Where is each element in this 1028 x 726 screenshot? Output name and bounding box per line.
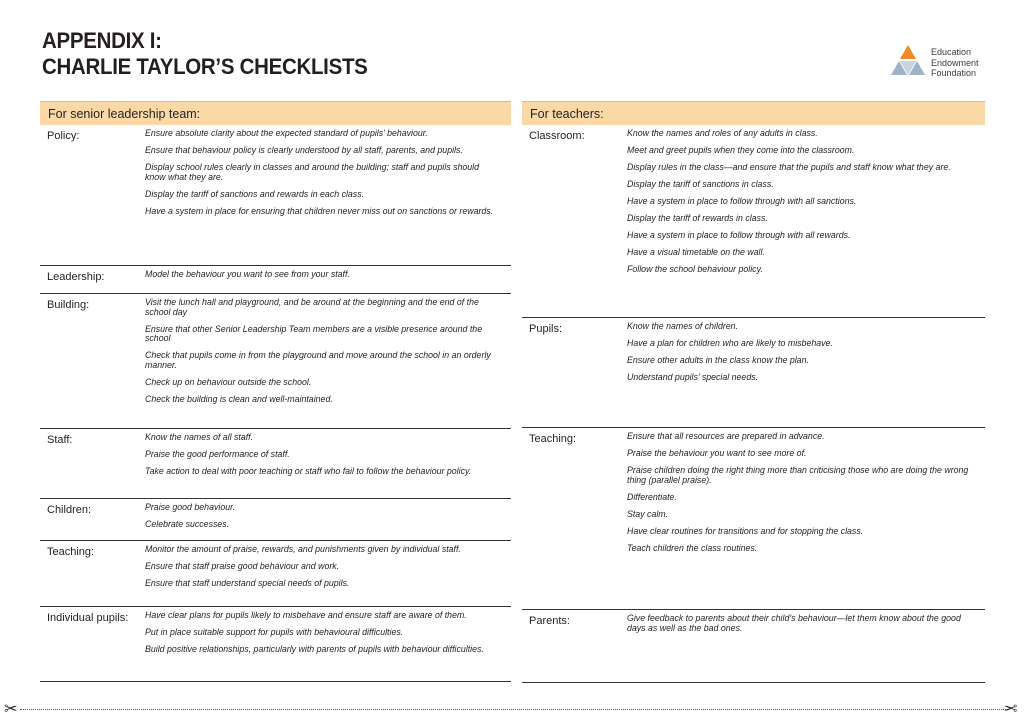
section-label: Parents: [529,615,570,627]
logo-triangle-top [900,45,916,59]
cut-line [20,709,1008,710]
section-policy [40,125,511,266]
section-classroom [522,125,985,318]
list-item: Teach children the class routines. [627,542,758,553]
logo-line-2: Endowment [931,57,979,68]
list-item: Ensure that other Senior Leadership Team members are a visible presence around the school [145,323,483,343]
list-item: Display the tariff of sanctions in class. [627,179,774,189]
logo-text [931,47,979,79]
item-list [627,129,979,282]
section-label: Individual pupils: [47,612,129,624]
list-item: Display school rules clearly in classes and around the building; staff and pupils should know what they are. [145,162,479,182]
section-label: Building: [47,299,90,311]
section-label: Classroom: [529,130,585,142]
list-item: Stay calm. [627,508,669,519]
item-list [145,298,500,412]
list-item: Praise children doing the right thing more than criticising those who are doing the wrong thing (parallel praise). [627,465,969,485]
scissors-icon-left: ✂ [4,701,18,718]
list-item: Take action to deal with poor teaching or staff who fail to follow the behaviour policy. [145,466,472,476]
list-item: Monitor the amount of praise, rewards, and punishments given by individual staff. [145,544,461,554]
list-item: Ensure that behaviour policy is clearly understood by all staff, parents, and pupils. [145,145,463,155]
list-item: Check that pupils come in from the playground and move around the school in an orderly manner. [145,350,491,370]
list-item: Ensure that staff understand special needs of pupils. [145,578,350,588]
list-item: Have a plan for children who are likely to misbehave. [627,338,833,348]
section-individual-pupils [40,607,511,682]
item-list [627,322,979,390]
list-item: Have a system in place for ensuring that children never miss out on sanctions or rewards. [145,205,494,216]
list-item: Visit the lunch hall and playground, and be around at the beginning and the end of the school day [145,297,479,317]
list-item: Ensure absolute clarity about the expected standard of pupils’ behaviour. [145,128,428,138]
list-item: Give feedback to parents about their child’s behaviour—let them know about the good days as well as the bad ones. [627,613,961,633]
title-line-2: CHARLIE TAYLOR’S CHECKLISTS [42,54,368,79]
list-item: Understand pupils’ special needs. [627,372,759,382]
item-list [145,545,500,596]
item-list [145,433,500,484]
list-item: Display rules in the class—and ensure that the pupils and staff know what they are. [627,162,951,172]
list-item: Display the tariff of sanctions and rewards in each class. [145,188,365,199]
eef-logo-icon [891,44,925,80]
section-label: Teaching: [47,546,95,558]
item-list [145,611,500,662]
list-item: Ensure that all resources are prepared in advance. [627,431,825,441]
title-line-1: APPENDIX I: [42,28,162,53]
list-item: Have clear plans for pupils likely to misbehave and ensure staff are aware of them. [145,610,467,620]
list-item: Follow the school behaviour policy. [627,264,763,274]
section-children [40,499,511,541]
section-label: Children: [47,504,92,516]
teachers-heading: For teachers: [522,101,985,125]
list-item: Know the names of all staff. [145,432,254,442]
scissors-icon-right: ✂ [1004,701,1018,718]
list-item: Praise the good performance of staff. [145,449,290,459]
section-building [40,294,511,429]
logo-line-3: Foundation [931,68,977,78]
list-item: Model the behaviour you want to see from your staff. [145,269,350,279]
list-item: Have a visual timetable on the wall. [627,247,765,257]
logo-line-1: Education [931,47,972,57]
item-list [627,614,979,641]
list-item: Check up on behaviour outside the school. [145,376,312,387]
list-item: Have a system in place to follow through with all rewards. [627,230,851,240]
section-pupils [522,318,985,428]
list-item: Check the building is clean and well-maintained. [145,393,333,404]
section-label: Leadership: [47,271,105,283]
eef-logo [891,44,1001,84]
senior-leadership-checklist [40,101,511,682]
list-item: Praise good behaviour. [145,502,236,512]
page-title [42,28,368,80]
section-label: Policy: [47,130,80,142]
section-label: Pupils: [529,323,563,335]
section-label: Teaching: [529,433,577,445]
list-item: Have clear routines for transitions and for stopping the class. [627,525,864,536]
list-item: Ensure other adults in the class know the plan. [627,355,809,365]
section-teaching [522,428,985,610]
item-list [627,432,979,561]
section-staff [40,429,511,499]
list-item: Differentiate. [627,491,677,502]
list-item: Build positive relationships, particularly with parents of pupils with behaviour difficulties. [145,644,484,654]
item-list [145,503,500,537]
section-teaching-slt [40,541,511,607]
list-item: Ensure that staff praise good behaviour and work. [145,561,340,571]
list-item: Display the tariff of rewards in class. [627,213,768,223]
senior-leadership-heading: For senior leadership team: [40,101,511,125]
list-item: Meet and greet pupils when they come into the classroom. [627,145,855,155]
list-item: Celebrate successes. [145,519,230,529]
item-list [145,270,500,287]
teachers-checklist [522,101,985,683]
list-item: Have a system in place to follow through with all sanctions. [627,196,857,206]
list-item: Put in place suitable support for pupils with behavioural difficulties. [145,627,404,637]
item-list [145,129,500,224]
list-item: Praise the behaviour you want to see more of. [627,448,807,458]
section-label: Staff: [47,434,73,446]
section-leadership [40,266,511,294]
section-parents [522,610,985,683]
list-item: Know the names and roles of any adults in class. [627,128,818,138]
list-item: Know the names of children. [627,321,739,331]
